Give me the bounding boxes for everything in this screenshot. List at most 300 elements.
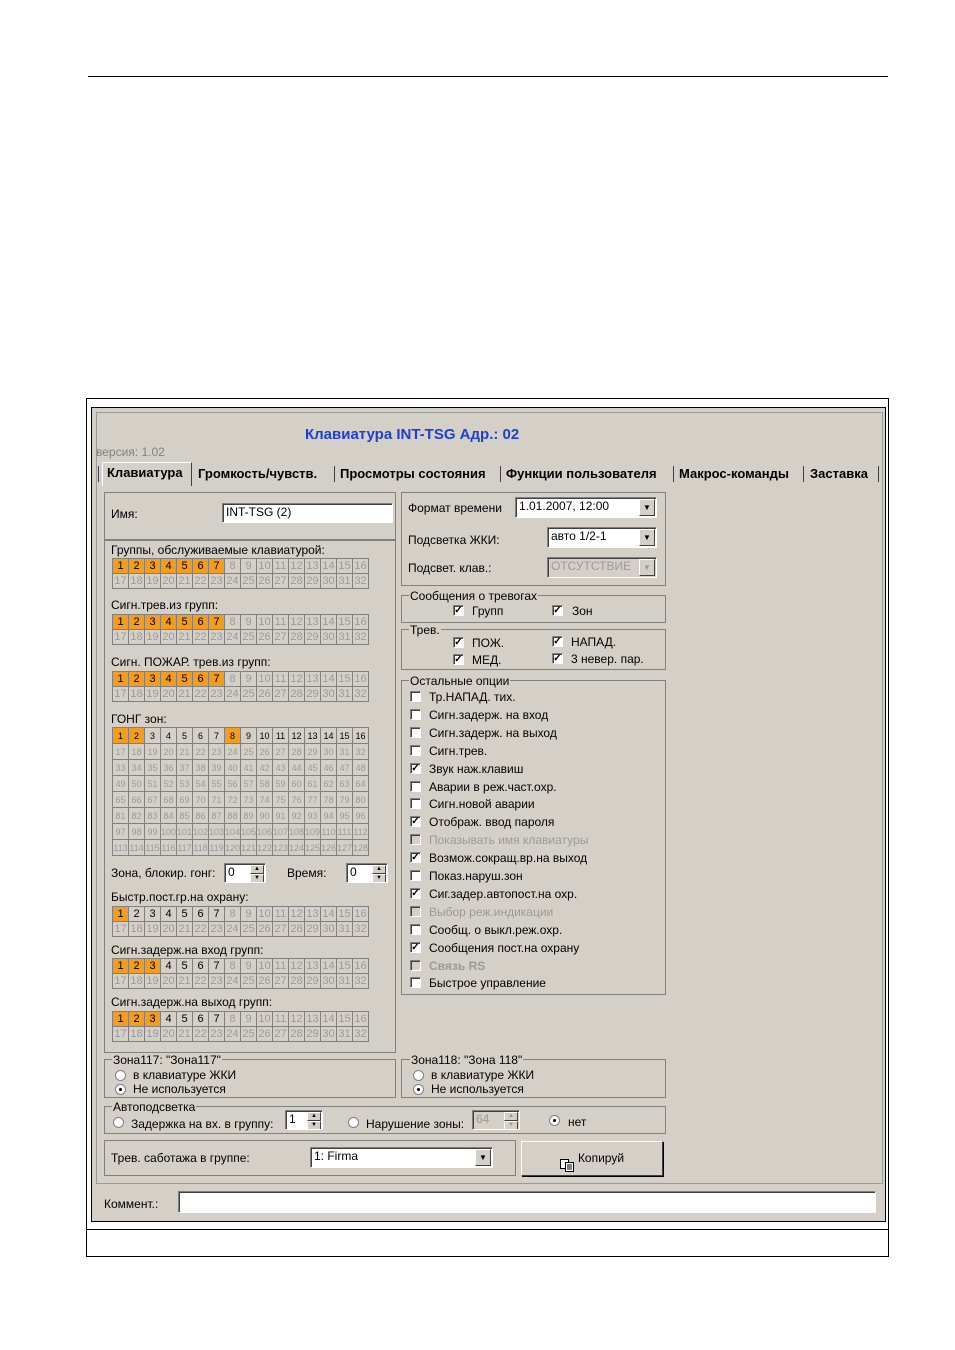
grid-cell[interactable]: 84 — [161, 808, 177, 824]
chime-time-spinner[interactable] — [346, 863, 388, 883]
grid-cell[interactable]: 50 — [129, 776, 145, 792]
grid-cell[interactable]: 23 — [209, 974, 225, 989]
tab-macros[interactable] — [675, 464, 793, 484]
grid-cell[interactable]: 22 — [193, 687, 209, 702]
grid-cell[interactable]: 24 — [225, 974, 241, 989]
grid-cell[interactable]: 6 — [193, 959, 209, 974]
grid-cell[interactable]: 47 — [337, 760, 353, 776]
grid-cell[interactable]: 7 — [209, 559, 225, 574]
grid-cell[interactable]: 107 — [273, 824, 289, 840]
grid-cell[interactable]: 30 — [321, 574, 337, 589]
grid-cell[interactable]: 13 — [305, 959, 321, 974]
grid-cell[interactable]: 127 — [337, 840, 353, 856]
grid-cell[interactable]: 31 — [337, 922, 353, 937]
grid-cell[interactable]: 2 — [129, 1012, 145, 1027]
grid-cell[interactable]: 28 — [289, 1027, 305, 1042]
grid-cell[interactable]: 7 — [209, 1012, 225, 1027]
grid-cell[interactable]: 6 — [193, 559, 209, 574]
grid-cell[interactable]: 21 — [177, 922, 193, 937]
grid-cell[interactable]: 96 — [353, 808, 369, 824]
grid-cell[interactable]: 18 — [129, 630, 145, 645]
lcd-backlight-select[interactable] — [547, 527, 657, 548]
exit-delay-grid[interactable] — [112, 1011, 369, 1042]
grid-cell[interactable]: 68 — [161, 792, 177, 808]
option-checkbox[interactable]: ✓ — [411, 887, 420, 899]
grid-cell[interactable]: 17 — [113, 687, 129, 702]
grid-cell[interactable]: 126 — [321, 840, 337, 856]
grid-cell[interactable]: 21 — [177, 687, 193, 702]
zone118-lcd-radio[interactable] — [413, 1070, 424, 1081]
grid-cell[interactable]: 17 — [113, 974, 129, 989]
grid-cell[interactable]: 26 — [257, 744, 273, 760]
backlight-delay-radio[interactable] — [113, 1117, 124, 1128]
grid-cell[interactable]: 11 — [273, 559, 289, 574]
grid-cell[interactable]: 115 — [145, 840, 161, 856]
fire-alarm-checkbox[interactable]: ✓ — [454, 637, 463, 648]
backlight-none-radio[interactable] — [549, 1115, 560, 1126]
grid-cell[interactable]: 28 — [289, 744, 305, 760]
grid-cell[interactable]: 75 — [273, 792, 289, 808]
grid-cell[interactable]: 110 — [321, 824, 337, 840]
grid-cell[interactable]: 20 — [161, 574, 177, 589]
grid-cell[interactable]: 21 — [177, 974, 193, 989]
grid-cell[interactable]: 34 — [129, 760, 145, 776]
quick-arm-grid[interactable] — [112, 906, 369, 937]
grid-cell[interactable]: 29 — [305, 974, 321, 989]
grid-cell[interactable]: 11 — [273, 907, 289, 922]
grid-cell[interactable]: 18 — [129, 687, 145, 702]
grid-cell[interactable]: 76 — [289, 792, 305, 808]
grid-cell[interactable]: 51 — [145, 776, 161, 792]
grid-cell[interactable]: 59 — [273, 776, 289, 792]
grid-cell[interactable]: 4 — [161, 907, 177, 922]
grid-cell[interactable]: 16 — [353, 1012, 369, 1027]
tab-volume[interactable] — [194, 464, 321, 484]
grid-cell[interactable]: 9 — [241, 907, 257, 922]
grid-cell[interactable]: 11 — [273, 959, 289, 974]
grid-cell[interactable]: 46 — [321, 760, 337, 776]
grid-cell[interactable]: 29 — [305, 922, 321, 937]
grid-cell[interactable]: 15 — [337, 959, 353, 974]
grid-cell[interactable]: 74 — [257, 792, 273, 808]
grid-cell[interactable]: 31 — [337, 574, 353, 589]
grid-cell[interactable]: 79 — [337, 792, 353, 808]
grid-cell[interactable]: 48 — [353, 760, 369, 776]
grid-cell[interactable]: 7 — [209, 959, 225, 974]
grid-cell[interactable]: 27 — [273, 630, 289, 645]
grid-cell[interactable]: 37 — [177, 760, 193, 776]
backlight-delay-spinner[interactable] — [285, 1110, 323, 1130]
dropdown-arrow-icon[interactable]: ▼ — [475, 1149, 491, 1166]
grid-cell[interactable]: 18 — [129, 574, 145, 589]
grid-cell[interactable]: 14 — [321, 1012, 337, 1027]
grid-cell[interactable]: 23 — [209, 744, 225, 760]
grid-cell[interactable]: 105 — [241, 824, 257, 840]
grid-cell[interactable]: 95 — [337, 808, 353, 824]
grid-cell[interactable]: 17 — [113, 1027, 129, 1042]
spin-down-icon[interactable]: ▼ — [250, 874, 264, 883]
grid-cell[interactable]: 26 — [257, 630, 273, 645]
grid-cell[interactable]: 70 — [193, 792, 209, 808]
chime-zones-grid[interactable] — [112, 727, 369, 856]
grid-cell[interactable]: 41 — [241, 760, 257, 776]
grid-cell[interactable]: 23 — [209, 687, 225, 702]
grid-cell[interactable]: 5 — [177, 672, 193, 687]
grid-cell[interactable]: 124 — [289, 840, 305, 856]
grid-cell[interactable]: 4 — [161, 559, 177, 574]
grid-cell[interactable]: 73 — [241, 792, 257, 808]
grid-cell[interactable]: 4 — [161, 1012, 177, 1027]
grid-cell[interactable]: 94 — [321, 808, 337, 824]
grid-cell[interactable]: 10 — [257, 1012, 273, 1027]
groups-grid[interactable] — [112, 558, 369, 589]
grid-cell[interactable]: 14 — [321, 728, 337, 744]
grid-cell[interactable]: 31 — [337, 687, 353, 702]
spin-up-icon[interactable]: ▲ — [250, 865, 264, 874]
alarm-groups-grid[interactable] — [112, 614, 369, 645]
grid-cell[interactable]: 15 — [337, 615, 353, 630]
grid-cell[interactable]: 112 — [353, 824, 369, 840]
grid-cell[interactable]: 31 — [337, 744, 353, 760]
tab-user-functions[interactable] — [502, 464, 661, 484]
grid-cell[interactable]: 12 — [289, 1012, 305, 1027]
grid-cell[interactable]: 55 — [209, 776, 225, 792]
grid-cell[interactable]: 5 — [177, 1012, 193, 1027]
grid-cell[interactable]: 87 — [209, 808, 225, 824]
grid-cell[interactable]: 24 — [225, 687, 241, 702]
grid-cell[interactable]: 24 — [225, 744, 241, 760]
grid-cell[interactable]: 29 — [305, 687, 321, 702]
grid-cell[interactable]: 13 — [305, 728, 321, 744]
grid-cell[interactable]: 10 — [257, 907, 273, 922]
grid-cell[interactable]: 117 — [177, 840, 193, 856]
grid-cell[interactable]: 28 — [289, 922, 305, 937]
grid-cell[interactable]: 30 — [321, 630, 337, 645]
grid-cell[interactable]: 36 — [161, 760, 177, 776]
grid-cell[interactable]: 61 — [305, 776, 321, 792]
grid-cell[interactable]: 25 — [241, 922, 257, 937]
grid-cell[interactable]: 98 — [129, 824, 145, 840]
grid-cell[interactable]: 82 — [129, 808, 145, 824]
grid-cell[interactable]: 15 — [337, 559, 353, 574]
grid-cell[interactable]: 6 — [193, 907, 209, 922]
grid-cell[interactable]: 4 — [161, 615, 177, 630]
grid-cell[interactable]: 20 — [161, 687, 177, 702]
grid-cell[interactable]: 90 — [257, 808, 273, 824]
grid-cell[interactable]: 22 — [193, 630, 209, 645]
comment-input[interactable] — [178, 1191, 876, 1213]
grid-cell[interactable]: 5 — [177, 959, 193, 974]
grid-cell[interactable]: 78 — [321, 792, 337, 808]
grid-cell[interactable]: 113 — [113, 840, 129, 856]
grid-cell[interactable]: 111 — [337, 824, 353, 840]
option-checkbox[interactable] — [410, 709, 421, 720]
zone117-lcd-radio[interactable] — [115, 1070, 126, 1081]
grid-cell[interactable]: 23 — [209, 922, 225, 937]
grid-cell[interactable]: 20 — [161, 1027, 177, 1042]
grid-cell[interactable]: 16 — [353, 959, 369, 974]
grid-cell[interactable]: 58 — [257, 776, 273, 792]
grid-cell[interactable]: 57 — [241, 776, 257, 792]
grid-cell[interactable]: 10 — [257, 559, 273, 574]
grid-cell[interactable]: 35 — [145, 760, 161, 776]
grid-cell[interactable]: 91 — [273, 808, 289, 824]
grid-cell[interactable]: 128 — [353, 840, 369, 856]
grid-cell[interactable]: 7 — [209, 672, 225, 687]
grid-cell[interactable]: 8 — [225, 959, 241, 974]
grid-cell[interactable]: 14 — [321, 907, 337, 922]
grid-cell[interactable]: 9 — [241, 959, 257, 974]
grid-cell[interactable]: 97 — [113, 824, 129, 840]
spin-up-icon[interactable]: ▲ — [307, 1112, 321, 1121]
grid-cell[interactable]: 6 — [193, 1012, 209, 1027]
grid-cell[interactable]: 6 — [193, 615, 209, 630]
grid-cell[interactable]: 24 — [225, 922, 241, 937]
grid-cell[interactable]: 18 — [129, 974, 145, 989]
grid-cell[interactable]: 1 — [113, 615, 129, 630]
grid-cell[interactable]: 4 — [161, 959, 177, 974]
grid-cell[interactable]: 27 — [273, 1027, 289, 1042]
grid-cell[interactable]: 33 — [113, 760, 129, 776]
grid-cell[interactable]: 116 — [161, 840, 177, 856]
grid-cell[interactable]: 21 — [177, 574, 193, 589]
grid-cell[interactable]: 12 — [289, 615, 305, 630]
wrong-code-alarm-checkbox[interactable]: ✓ — [553, 653, 562, 664]
grid-cell[interactable]: 32 — [353, 922, 369, 937]
grid-cell[interactable]: 32 — [353, 744, 369, 760]
grid-cell[interactable]: 5 — [177, 907, 193, 922]
grid-cell[interactable]: 25 — [241, 574, 257, 589]
grid-cell[interactable]: 5 — [177, 728, 193, 744]
grid-cell[interactable]: 8 — [225, 728, 241, 744]
grid-cell[interactable]: 27 — [273, 974, 289, 989]
grid-cell[interactable]: 2 — [129, 907, 145, 922]
grid-cell[interactable]: 24 — [225, 1027, 241, 1042]
grid-cell[interactable]: 71 — [209, 792, 225, 808]
grid-cell[interactable]: 7 — [209, 907, 225, 922]
grid-cell[interactable]: 100 — [161, 824, 177, 840]
grid-cell[interactable]: 16 — [353, 907, 369, 922]
grid-cell[interactable]: 40 — [225, 760, 241, 776]
grid-cell[interactable]: 17 — [113, 922, 129, 937]
tab-status-view[interactable] — [336, 464, 490, 484]
option-checkbox[interactable] — [410, 781, 421, 792]
grid-cell[interactable]: 9 — [241, 728, 257, 744]
msg-groups-checkbox[interactable]: ✓ — [454, 605, 463, 616]
grid-cell[interactable]: 56 — [225, 776, 241, 792]
grid-cell[interactable]: 39 — [209, 760, 225, 776]
grid-cell[interactable]: 12 — [289, 559, 305, 574]
grid-cell[interactable]: 3 — [145, 559, 161, 574]
grid-cell[interactable]: 9 — [241, 1012, 257, 1027]
option-checkbox[interactable] — [410, 924, 421, 935]
grid-cell[interactable]: 15 — [337, 728, 353, 744]
grid-cell[interactable]: 25 — [241, 974, 257, 989]
time-format-select[interactable] — [515, 497, 657, 518]
grid-cell[interactable]: 22 — [193, 744, 209, 760]
tamper-group-select[interactable] — [310, 1147, 493, 1168]
grid-cell[interactable]: 13 — [305, 672, 321, 687]
grid-cell[interactable]: 92 — [289, 808, 305, 824]
grid-cell[interactable]: 32 — [353, 687, 369, 702]
medical-alarm-checkbox[interactable]: ✓ — [454, 654, 463, 665]
grid-cell[interactable]: 25 — [241, 687, 257, 702]
grid-cell[interactable]: 19 — [145, 974, 161, 989]
grid-cell[interactable]: 63 — [337, 776, 353, 792]
tab-keypad[interactable] — [102, 462, 192, 486]
grid-cell[interactable]: 114 — [129, 840, 145, 856]
option-checkbox[interactable] — [410, 727, 421, 738]
grid-cell[interactable]: 42 — [257, 760, 273, 776]
grid-cell[interactable]: 10 — [257, 959, 273, 974]
grid-cell[interactable]: 28 — [289, 687, 305, 702]
option-checkbox[interactable] — [410, 745, 421, 756]
option-checkbox[interactable] — [410, 977, 421, 988]
grid-cell[interactable]: 28 — [289, 974, 305, 989]
grid-cell[interactable]: 102 — [193, 824, 209, 840]
grid-cell[interactable]: 32 — [353, 974, 369, 989]
grid-cell[interactable]: 22 — [193, 922, 209, 937]
option-checkbox[interactable]: ✓ — [411, 762, 420, 774]
grid-cell[interactable]: 18 — [129, 1027, 145, 1042]
grid-cell[interactable]: 25 — [241, 630, 257, 645]
grid-cell[interactable]: 2 — [129, 728, 145, 744]
spin-down-icon[interactable]: ▼ — [372, 874, 386, 883]
panic-alarm-checkbox[interactable]: ✓ — [553, 636, 562, 647]
backlight-zone-radio[interactable] — [348, 1117, 359, 1128]
grid-cell[interactable]: 6 — [193, 728, 209, 744]
grid-cell[interactable]: 20 — [161, 744, 177, 760]
grid-cell[interactable]: 1 — [113, 559, 129, 574]
grid-cell[interactable]: 10 — [257, 615, 273, 630]
grid-cell[interactable]: 30 — [321, 922, 337, 937]
grid-cell[interactable]: 4 — [161, 728, 177, 744]
grid-cell[interactable]: 23 — [209, 630, 225, 645]
grid-cell[interactable]: 5 — [177, 615, 193, 630]
grid-cell[interactable]: 20 — [161, 630, 177, 645]
grid-cell[interactable]: 22 — [193, 574, 209, 589]
grid-cell[interactable]: 13 — [305, 559, 321, 574]
grid-cell[interactable]: 11 — [273, 728, 289, 744]
grid-cell[interactable]: 106 — [257, 824, 273, 840]
grid-cell[interactable]: 38 — [193, 760, 209, 776]
grid-cell[interactable]: 26 — [257, 687, 273, 702]
option-checkbox[interactable]: ✓ — [411, 852, 420, 864]
grid-cell[interactable]: 2 — [129, 559, 145, 574]
tab-screensaver[interactable] — [806, 464, 872, 484]
grid-cell[interactable]: 26 — [257, 922, 273, 937]
grid-cell[interactable]: 103 — [209, 824, 225, 840]
grid-cell[interactable]: 8 — [225, 559, 241, 574]
grid-cell[interactable]: 15 — [337, 907, 353, 922]
grid-cell[interactable]: 13 — [305, 615, 321, 630]
grid-cell[interactable]: 25 — [241, 744, 257, 760]
grid-cell[interactable]: 4 — [161, 672, 177, 687]
grid-cell[interactable]: 25 — [241, 1027, 257, 1042]
grid-cell[interactable]: 99 — [145, 824, 161, 840]
grid-cell[interactable]: 12 — [289, 907, 305, 922]
grid-cell[interactable]: 101 — [177, 824, 193, 840]
grid-cell[interactable]: 29 — [305, 1027, 321, 1042]
grid-cell[interactable]: 8 — [225, 907, 241, 922]
grid-cell[interactable]: 1 — [113, 907, 129, 922]
option-checkbox[interactable] — [410, 798, 421, 809]
grid-cell[interactable]: 19 — [145, 922, 161, 937]
grid-cell[interactable]: 119 — [209, 840, 225, 856]
zone117-unused-radio[interactable] — [115, 1084, 126, 1095]
grid-cell[interactable]: 81 — [113, 808, 129, 824]
grid-cell[interactable]: 66 — [129, 792, 145, 808]
grid-cell[interactable]: 23 — [209, 1027, 225, 1042]
grid-cell[interactable]: 31 — [337, 630, 353, 645]
dropdown-arrow-icon[interactable]: ▼ — [639, 529, 655, 546]
grid-cell[interactable]: 104 — [225, 824, 241, 840]
grid-cell[interactable]: 24 — [225, 574, 241, 589]
grid-cell[interactable]: 3 — [145, 959, 161, 974]
option-checkbox[interactable] — [410, 870, 421, 881]
grid-cell[interactable]: 16 — [353, 728, 369, 744]
grid-cell[interactable]: 2 — [129, 959, 145, 974]
grid-cell[interactable]: 67 — [145, 792, 161, 808]
grid-cell[interactable]: 69 — [177, 792, 193, 808]
grid-cell[interactable]: 88 — [225, 808, 241, 824]
grid-cell[interactable]: 65 — [113, 792, 129, 808]
grid-cell[interactable]: 12 — [289, 959, 305, 974]
grid-cell[interactable]: 19 — [145, 1027, 161, 1042]
grid-cell[interactable]: 122 — [257, 840, 273, 856]
spin-down-icon[interactable]: ▼ — [307, 1121, 321, 1130]
option-checkbox[interactable] — [410, 691, 421, 702]
grid-cell[interactable]: 28 — [289, 630, 305, 645]
grid-cell[interactable]: 62 — [321, 776, 337, 792]
grid-cell[interactable]: 16 — [353, 559, 369, 574]
grid-cell[interactable]: 31 — [337, 1027, 353, 1042]
copy-button[interactable] — [521, 1141, 663, 1176]
grid-cell[interactable]: 3 — [145, 728, 161, 744]
fire-groups-grid[interactable] — [112, 671, 369, 702]
grid-cell[interactable]: 17 — [113, 744, 129, 760]
grid-cell[interactable]: 13 — [305, 1012, 321, 1027]
grid-cell[interactable]: 72 — [225, 792, 241, 808]
grid-cell[interactable]: 43 — [273, 760, 289, 776]
grid-cell[interactable]: 3 — [145, 672, 161, 687]
grid-cell[interactable]: 14 — [321, 615, 337, 630]
grid-cell[interactable]: 15 — [337, 672, 353, 687]
grid-cell[interactable]: 18 — [129, 922, 145, 937]
grid-cell[interactable]: 49 — [113, 776, 129, 792]
grid-cell[interactable]: 32 — [353, 630, 369, 645]
zone118-unused-radio[interactable] — [413, 1084, 424, 1095]
grid-cell[interactable]: 60 — [289, 776, 305, 792]
grid-cell[interactable]: 12 — [289, 728, 305, 744]
grid-cell[interactable]: 29 — [305, 744, 321, 760]
name-input[interactable]: INT-TSG (2) — [222, 503, 393, 523]
grid-cell[interactable]: 19 — [145, 574, 161, 589]
grid-cell[interactable]: 26 — [257, 974, 273, 989]
grid-cell[interactable]: 1 — [113, 728, 129, 744]
grid-cell[interactable]: 13 — [305, 907, 321, 922]
grid-cell[interactable]: 1 — [113, 959, 129, 974]
grid-cell[interactable]: 21 — [177, 744, 193, 760]
grid-cell[interactable]: 3 — [145, 615, 161, 630]
grid-cell[interactable]: 3 — [145, 907, 161, 922]
grid-cell[interactable]: 22 — [193, 974, 209, 989]
grid-cell[interactable]: 30 — [321, 974, 337, 989]
grid-cell[interactable]: 12 — [289, 672, 305, 687]
option-checkbox[interactable]: ✓ — [411, 941, 420, 953]
grid-cell[interactable]: 21 — [177, 630, 193, 645]
grid-cell[interactable]: 5 — [177, 559, 193, 574]
